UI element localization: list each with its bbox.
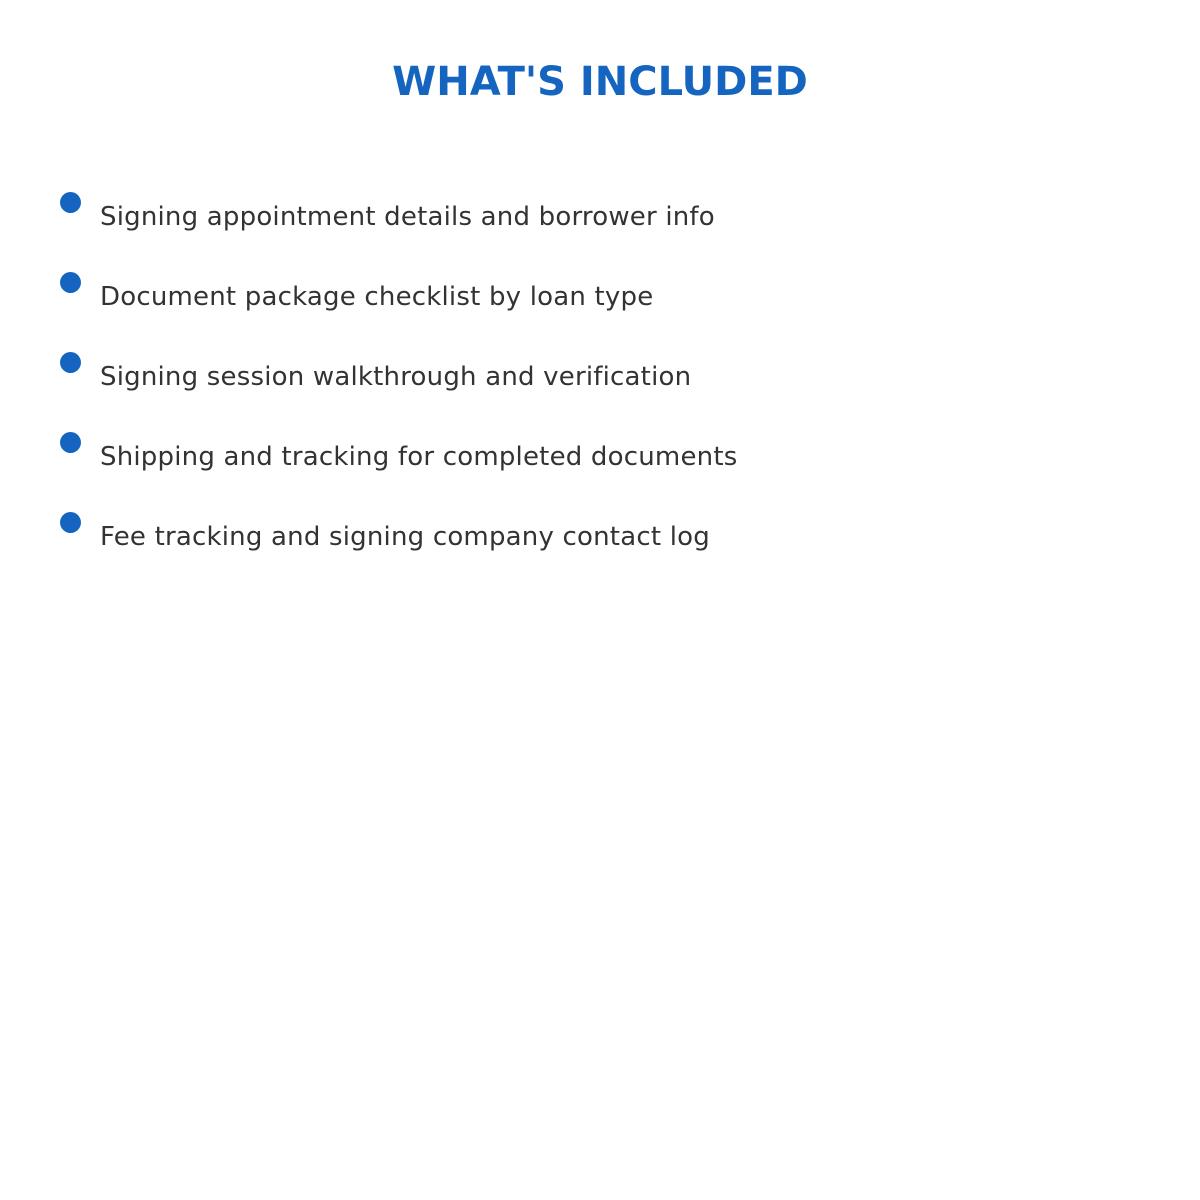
list-item (60, 510, 1140, 590)
bullet-dot-icon (60, 432, 81, 453)
list-item (60, 350, 1140, 430)
bullet-dot-icon (60, 272, 81, 293)
included-list (60, 190, 1140, 590)
list-item-label: Signing appointment details and borrower info (100, 202, 715, 232)
bullet-dot-icon (60, 352, 81, 373)
list-item (60, 190, 1140, 270)
list-item-label: Signing session walkthrough and verification (100, 362, 692, 392)
list-item-label: Shipping and tracking for completed documents (100, 442, 738, 472)
list-item-label: Document package checklist by loan type (100, 282, 654, 312)
list-item-label: Fee tracking and signing company contact log (100, 522, 710, 552)
list-item (60, 270, 1140, 350)
list-item (60, 430, 1140, 510)
bullet-dot-icon (60, 512, 81, 533)
page-title: WHAT'S INCLUDED (392, 59, 808, 105)
bullet-dot-icon (60, 192, 81, 213)
